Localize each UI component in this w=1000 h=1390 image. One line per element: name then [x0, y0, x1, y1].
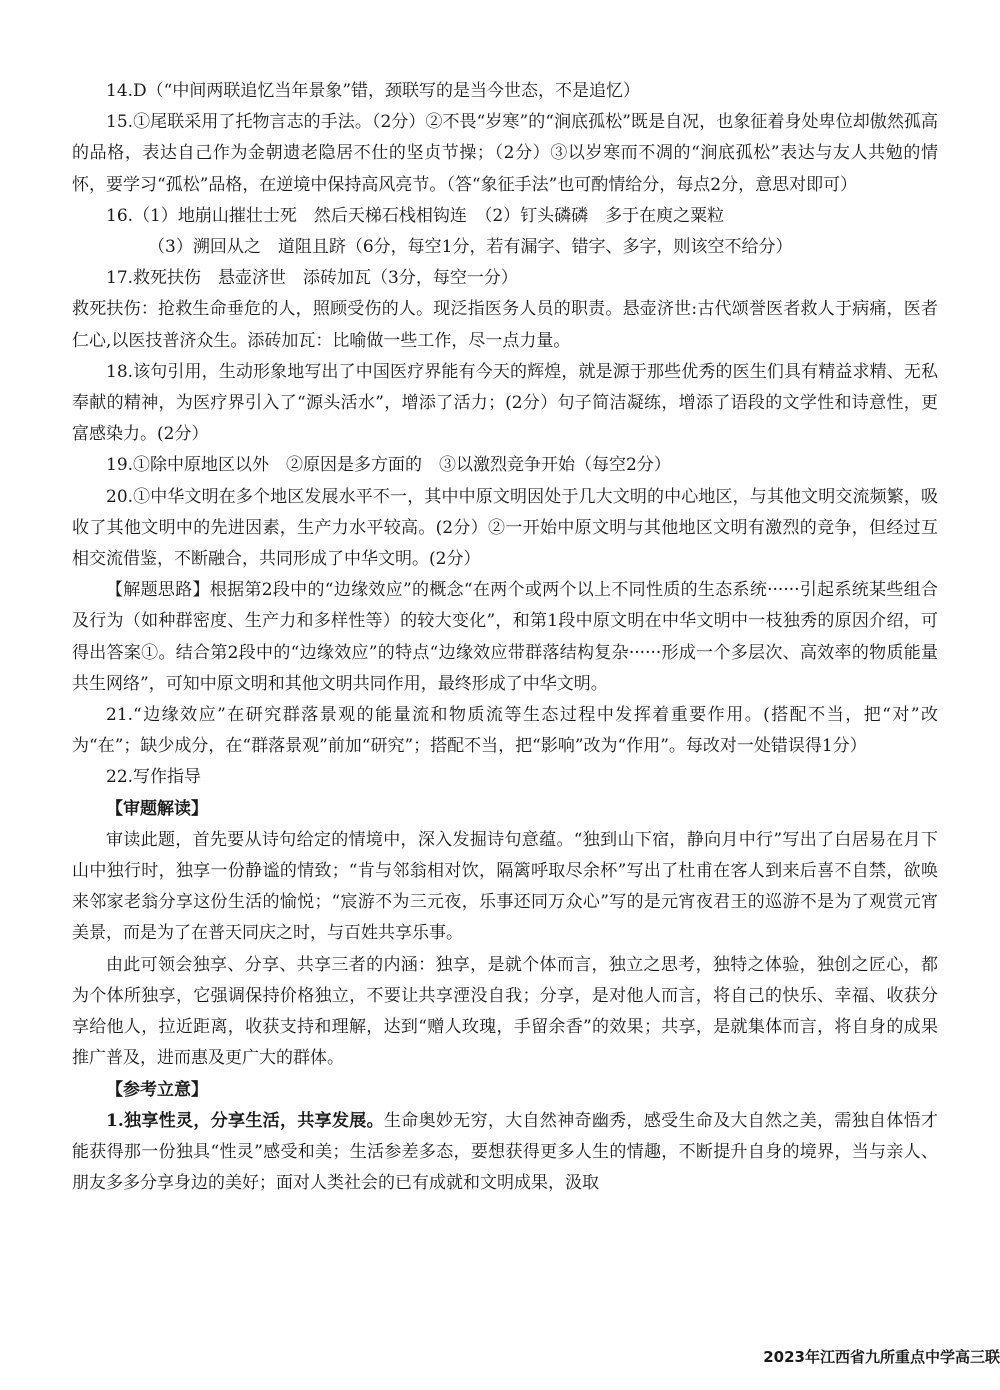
answer-19: 19.①除中原地区以外 ②原因是多方面的 ③以激烈竞争开始（每空2分）: [106, 455, 671, 476]
reference-point-1: [72, 1106, 938, 1200]
reference-point-1-title: 1.独享性灵，分享生活，共享发展。: [106, 1110, 384, 1131]
section-heading-review: 【审题解读】: [106, 798, 208, 819]
answer-17-explanation: 救死扶伤：抢救生命垂危的人，照顾受伤的人。现泛指医务人员的职责。悬壶济世:古代颂誉医者救人于病痛，医者仁心,以医技普济众生。添砖加瓦：比喻做一些工作，尽一点力量。: [72, 299, 938, 351]
answer-15: 15.①尾联采用了托物言志的手法。（2分）②不畏“岁寒”的“涧底孤松”既是自况，也象征着身处卑位却傲然孤高的品格，表达自己作为金朝遗老隐居不仕的坚贞节操；（2分）③以岁寒而不凋的“涧底孤松”表达与友人共勉的情怀，要学习“孤松”品格，在逆境中保持高风亮节。（答“象征手法”也可酌情给分，每点2分，意思对即可）: [72, 112, 938, 195]
answer-17: 17.救死扶伤 悬壶济世 添砖加瓦（3分，每空一分）: [106, 268, 518, 289]
answer-20-explanation: 【解题思路】根据第2段中的“边缘效应”的概念“在两个或两个以上不同性质的生态系统······引起系统某些组合及行为（如种群密度、生产力和多样性等）的较大变化”，和第1段中原文明在中华文明中一枝独秀的原因介绍，可得出答案①。结合第2段中的“边缘效应”的特点“边缘效应带群落结构复杂······形成一个多层次、高效率的物质能量共生网络”，可知中原文明和其他文明共同作用，最终形成了中华文明。: [72, 580, 938, 694]
page-footer: 2023年江西省九所重点中学高三联: [763, 1348, 1000, 1366]
answer-21: 21.“边缘效应”在研究群落景观的能量流和物质流等生态过程中发挥着重要作用。(搭配不当，把“对”改为“在”；缺少成分，在“群落景观”前加“研究”；搭配不当，把“影响”改为“作用”。每改对一处错误得1分）: [72, 705, 938, 757]
review-paragraph-1: 审读此题，首先要从诗句给定的情境中，深入发掘诗句意蕴。“独到山下宿，静向月中行”写出了白居易在月下山中独行时，独享一份静谧的情致；“肯与邻翁相对饮，隔篱呼取尽余杯”写出了杜甫在客人到来后喜不自禁，欲唤来邻家老翁分享这份生活的愉悦；“宸游不为三元夜，乐事还同万众心”写的是元宵夜君王的巡游不是为了观赏元宵美景，而是为了在普天同庆之时，与百姓共享乐事。: [72, 829, 938, 944]
section-heading-reference: 【参考立意】: [106, 1079, 208, 1100]
reference-point-1-text: 生命奥妙无穷，大自然神奇幽秀，感受生命及大自然之美，需独自体悟才能获得那一份独具“性灵”感受和美；生活参差多态，要想获得更多人生的情趣，不断提升自身的境界，当与亲人、朋友多多分享身边的美好；面对人类社会的已有成就和文明成果，汲取: [72, 1110, 939, 1194]
answer-16-line-1: 16.（1）地崩山摧壮士死 然后天梯石栈相钩连 （2）钉头磷磷 多于在庾之粟粒: [106, 205, 725, 226]
answer-22: 22.写作指导: [106, 767, 202, 788]
answer-20: 20.①中华文明在多个地区发展水平不一，其中中原文明因处于几大文明的中心地区，与其他文明交流频繁，吸收了其他文明中的先进因素，生产力水平较高。(2分）②一开始中原文明与其他地区文明有激烈的竞争，但经过互相交流借鉴，不断融合，共同形成了中华文明。(2分）: [72, 486, 938, 570]
answer-18: 18.该句引用，生动形象地写出了中国医疗界能有今天的辉煌，就是源于那些优秀的医生们具有精益求精、无私奉献的精神，为医疗界引入了“源头活水”，增添了活力；(2分）句子简洁凝练，增添了语段的文学性和诗意性，更富感染力。(2分）: [72, 361, 938, 445]
answer-16-line-2: （3）溯回从之 道阻且跻（6分，每空1分，若有漏字、错字、多字，则该空不给分）: [148, 237, 793, 258]
answer-14: 14.D（“中间两联追忆当年景象”错，颈联写的是当今世态，不是追忆）: [106, 81, 641, 101]
review-paragraph-2: 由此可领会独享、分享、共享三者的内涵：独享，是就个体而言，独立之思考，独特之体验，独创之匠心，都为个体所独享，它强调保持价格独立，不要让共享湮没自我；分享，是对他人而言，将自己的快乐、幸福、收获分享给他人，拉近距离，收获支持和理解，达到“赠人玫瑰，手留余香”的效果；共享，是就集体而言，将自身的成果推广普及，进而惠及更广大的群体。: [72, 954, 938, 1069]
answer-content: [72, 76, 938, 1199]
